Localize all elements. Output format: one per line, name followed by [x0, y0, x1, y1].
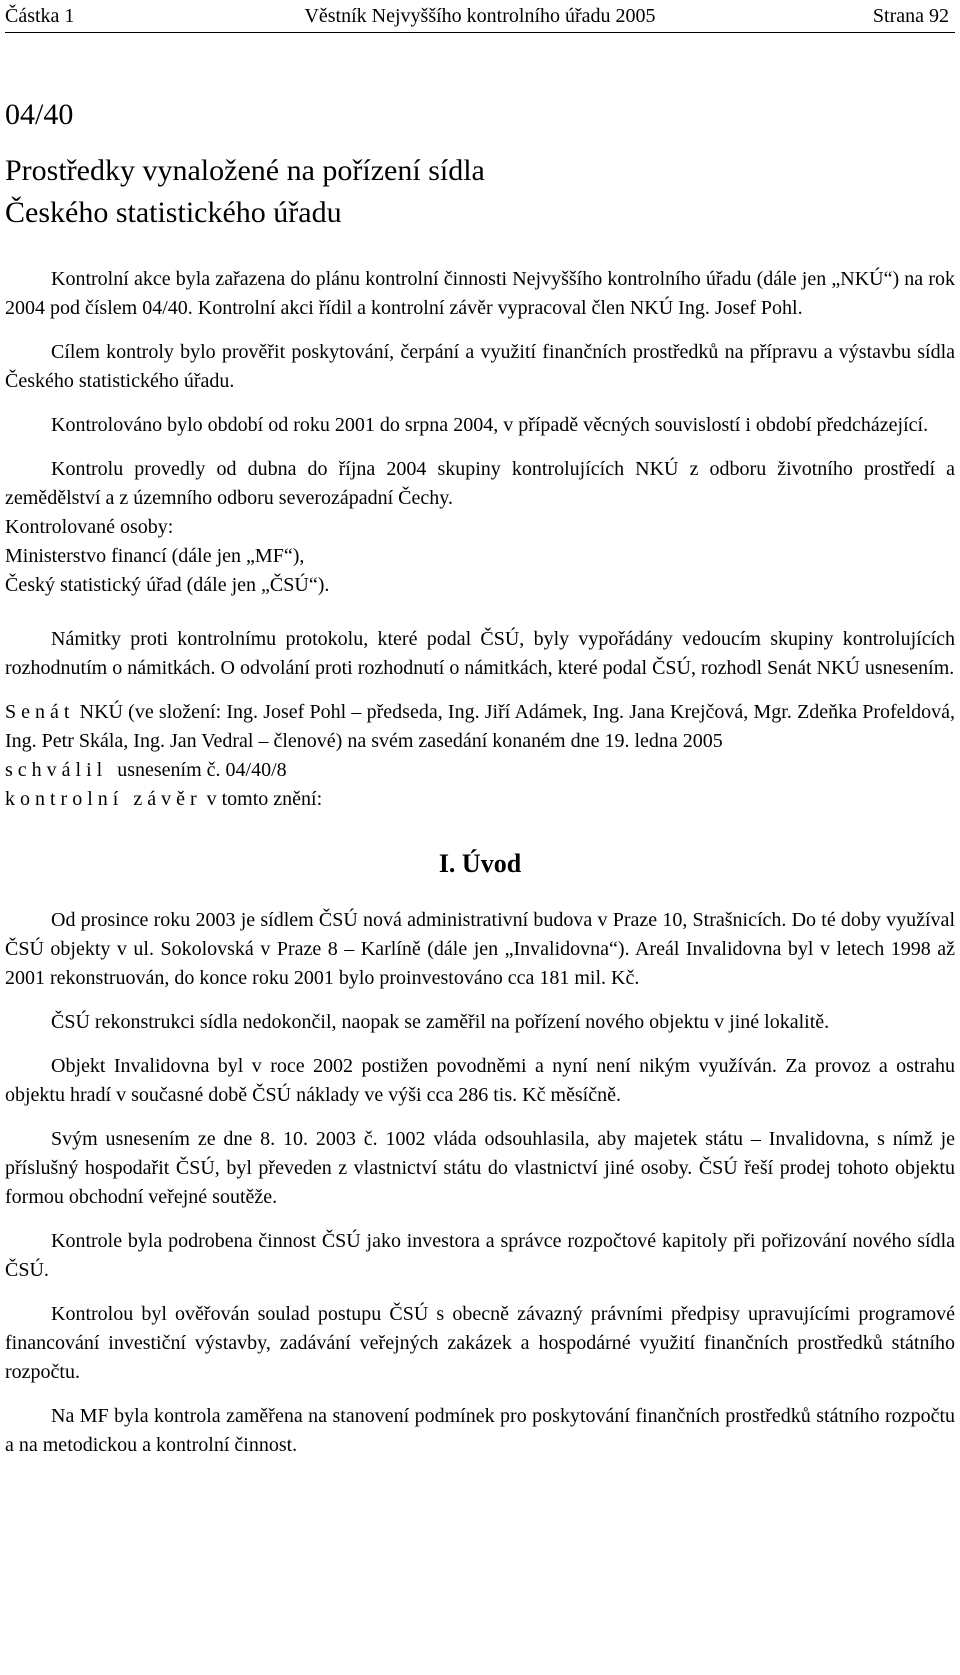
section-paragraph-7: Na MF byla kontrola zaměřena na stanovení podmínek pro poskytování finančních prostředků státního rozpočtu a na metodickou a kontrolní činnost. — [5, 1405, 955, 1456]
audit-code: 04/40 — [5, 98, 74, 131]
audited-person-csu: Český statistický úřad (dále jen „ČSÚ“). — [5, 574, 330, 596]
intro-paragraph-3: Kontrolováno bylo období od roku 2001 do srpna 2004, v případě věcných souvislostí i období předcházející. — [51, 414, 929, 436]
conclusion-text: v tomto znění: — [206, 788, 323, 810]
audited-person-mf: Ministerstvo financí (dále jen „MF“), — [5, 545, 305, 567]
section-heading-intro: I. Úvod — [438, 849, 522, 878]
section-paragraph-4: Svým usnesením ze dne 8. 10. 2003 č. 1002 vláda odsouhlasila, aby majetek státu – Invalidovna, s nímž je příslušný hospodařit ČSÚ, byl převeden z vlastnictví státu do vlastnictví jiné osoby. ČSÚ řeší prodej tohoto objektu formou obchodní veřejné soutěže. — [5, 1128, 955, 1208]
senate-word: Senát — [5, 701, 75, 723]
document-body — [5, 265, 955, 1460]
page-header — [5, 0, 955, 33]
approval-text: usnesením č. 04/40/8 — [117, 759, 287, 781]
section-paragraph-5: Kontrole byla podrobena činnost ČSÚ jako investora a správce rozpočtové kapitoly při pořizování nového sídla ČSÚ. — [5, 1230, 955, 1281]
issue-number: Částka 1 — [5, 5, 75, 27]
section-paragraph-3: Objekt Invalidovna byl v roce 2002 postižen povodněmi a nyní není nikým využíván. Za provoz a ostrahu objektu hradí v současné době ČSÚ náklady ve výši cca 286 tis. Kč měsíčně. — [5, 1055, 955, 1106]
section-paragraph-2: ČSÚ rekonstrukci sídla nedokončil, naopak se zaměřil na pořízení nového objektu v jiné lokalitě. — [51, 1011, 830, 1033]
senate-text: NKÚ (ve složení: Ing. Josef Pohl – předseda, Ing. Jiří Adámek, Ing. Jana Krejčová, Mgr. Zdeňka Profeldová, Ing. Petr Skála, Ing. Jan Vedral – členové) na svém zasedání konaném dne 19. ledna 2005 — [5, 701, 955, 752]
title-line-1: Prostředky vynaložené na pořízení sídla — [5, 154, 485, 187]
journal-title: Věstník Nejvyššího kontrolního úřadu 2005 — [304, 5, 656, 27]
intro-paragraph-4: Kontrolu provedly od dubna do října 2004 skupiny kontrolujících NKÚ z odboru životního prostředí a zemědělství a z územního odboru severozápadní Čechy. — [5, 458, 955, 509]
senate-paragraph — [5, 698, 955, 756]
intro-paragraph-2: Cílem kontroly bylo prověřit poskytování, čerpání a využití finančních prostředků na přípravu a výstavbu sídla Českého statistického úřadu. — [5, 341, 955, 392]
page-number: Strana 92 — [872, 5, 949, 27]
title-line-2: Českého statistického úřadu — [5, 196, 342, 229]
section-paragraph-1: Od prosince roku 2003 je sídlem ČSÚ nová administrativní budova v Praze 10, Strašnicích. Do té doby využíval ČSÚ objekty v ul. Sokolovská v Praze 8 – Karlíně (dále jen „Invalidovna“). Areál Invalidovna byl v letech 1998 až 2001 rekonstruován, do konce roku 2001 bylo proinvestováno cca 181 mil. Kč. — [5, 909, 955, 989]
document-title — [5, 150, 945, 234]
conclusion-line — [5, 785, 955, 814]
approval-line — [5, 756, 955, 785]
approved-word: schválil — [5, 759, 108, 781]
audited-persons-label: Kontrolované osoby: — [5, 516, 174, 538]
conclusion-word: kontrolní závěr — [5, 788, 202, 810]
objections-paragraph: Námitky proti kontrolnímu protokolu, které podal ČSÚ, byly vypořádány vedoucím skupiny kontrolujících rozhodnutím o námitkách. O odvolání proti rozhodnutí o námitkách, které podal ČSÚ, rozhodl Senát NKÚ usnesením. — [5, 628, 955, 679]
section-paragraph-6: Kontrolou byl ověřován soulad postupu ČSÚ s obecně závazný právními předpisy upravujícími programové financování investiční výstavby, zadávání veřejných zakázek a hospodárné využití finančních prostředků státního rozpočtu. — [5, 1303, 955, 1383]
intro-paragraph-1: Kontrolní akce byla zařazena do plánu kontrolní činnosti Nejvyššího kontrolního úřadu (dále jen „NKÚ“) na rok 2004 pod číslem 04/40. Kontrolní akci řídil a kontrolní závěr vypracoval člen NKÚ Ing. Josef Pohl. — [5, 268, 955, 319]
